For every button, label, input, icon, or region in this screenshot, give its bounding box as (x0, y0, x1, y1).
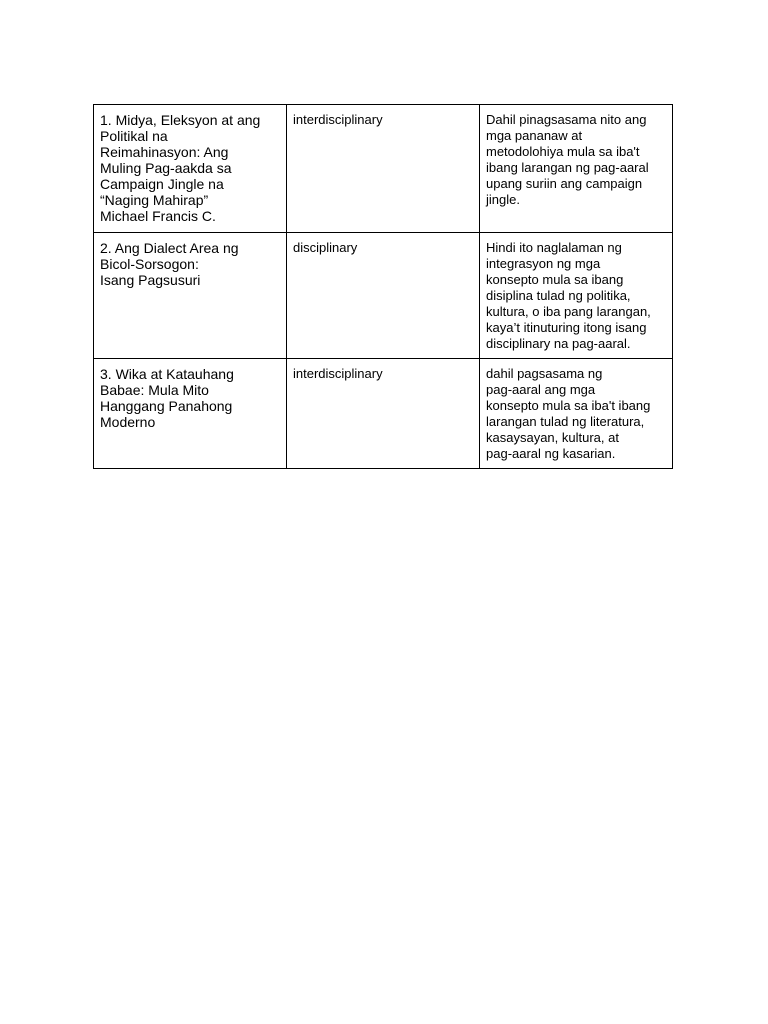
table-row (94, 359, 673, 469)
study-reason: Dahil pinagsasama nito ang mga pananaw at metodolohiya mula sa iba't ibang larangan ng pag-aaral upang suriin ang campaign jingle. (486, 112, 649, 207)
study-type: disciplinary (293, 240, 358, 255)
study-type: interdisciplinary (293, 366, 383, 381)
study-reason-cell (480, 105, 673, 233)
study-reason: Hindi ito naglalaman ng integrasyon ng mga konsepto mula sa ibang disiplina tulad ng politika, kultura, o iba pang larangan, kaya’t itinuturing itong isang disciplinary na pag-aaral. (486, 240, 651, 351)
study-reason: dahil pagsasama ng pag-aaral ang mga konsepto mula sa iba't ibang larangan tulad ng literatura, kasaysayan, kultura, at pag-aaral ng kasarian. (486, 366, 651, 461)
study-title-cell (94, 105, 287, 233)
study-type-cell (287, 105, 480, 233)
study-type-cell (287, 233, 480, 359)
study-title: 1. Midya, Eleksyon at ang Politikal na Reimahinasyon: Ang Muling Pag-aakda sa Campaign Jingle na “Naging Mahirap” Michael Francis C. (100, 112, 261, 224)
table-row (94, 233, 673, 359)
study-title-cell (94, 359, 287, 469)
table-row (94, 105, 673, 233)
study-title-cell (94, 233, 287, 359)
classification-table (93, 104, 673, 469)
study-type: interdisciplinary (293, 112, 383, 127)
study-reason-cell (480, 359, 673, 469)
study-reason-cell (480, 233, 673, 359)
study-title: 3. Wika at Katauhang Babae: Mula Mito Hanggang Panahong Moderno (100, 366, 234, 430)
study-type-cell (287, 359, 480, 469)
study-title: 2. Ang Dialect Area ng Bicol-Sorsogon: Isang Pagsusuri (100, 240, 239, 288)
